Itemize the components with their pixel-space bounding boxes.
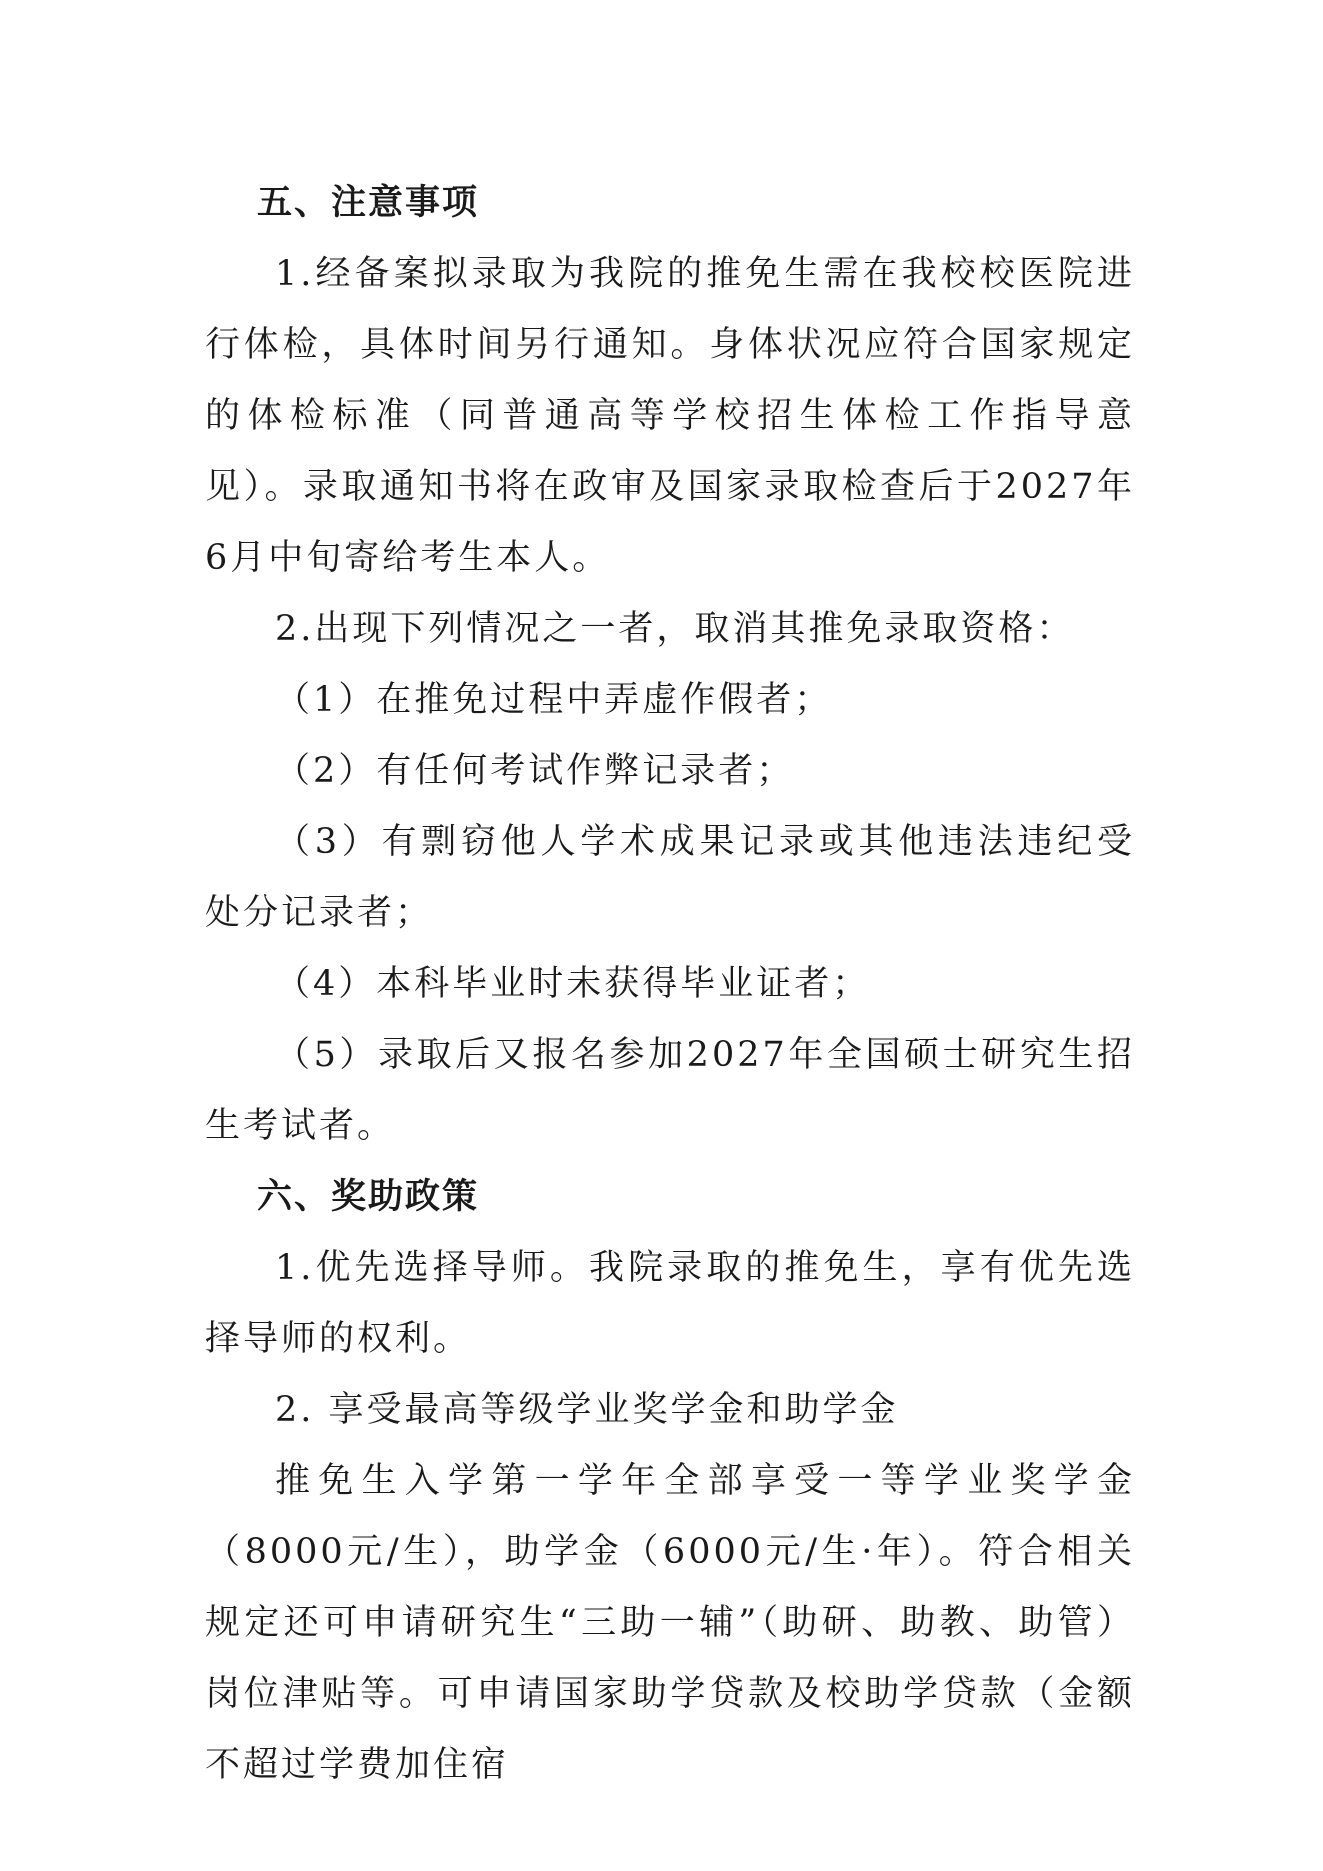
list-item-exam-registration: （5）录取后又报名参加2027年全国硕士研究生招生考试者。 bbox=[205, 1035, 1135, 1146]
paragraph-scholarship-details: 推免生入学第一学年全部享受一等学业奖学金（8000元/生），助学金（6000元/生·年）。符合相关规定还可申请研究生“三助一辅”（助研、助教、助管）岗位津贴等。可申请国家助学贷款及校助学贷款（金额不超过学费加住宿 bbox=[205, 1461, 1135, 1785]
document-page bbox=[205, 168, 1135, 1801]
list-item-fraud: （1）在推免过程中弄虚作假者； bbox=[275, 680, 833, 720]
paragraph-scholarship-title: 2. 享受最高等级学业奖学金和助学金 bbox=[275, 1390, 899, 1430]
list-item-cheating: （2）有任何考试作弊记录者； bbox=[275, 751, 795, 791]
section-heading-notes: 五、注意事项 bbox=[257, 183, 480, 223]
list-item-no-diploma: （4）本科毕业时未获得毕业证者； bbox=[275, 964, 871, 1004]
list-item-plagiarism: （3）有剽窃他人学术成果记录或其他违法违纪受处分记录者； bbox=[205, 822, 1135, 933]
section-heading-scholarship: 六、奖助政策 bbox=[257, 1177, 480, 1217]
paragraph-advisor-priority: 1.优先选择导师。我院录取的推免生，享有优先选择导师的权利。 bbox=[205, 1248, 1135, 1359]
paragraph-disqualification-intro: 2.出现下列情况之一者，取消其推免录取资格： bbox=[275, 609, 1075, 649]
paragraph-physical-exam: 1.经备案拟录取为我院的推免生需在我校校医院进行体检，具体时间另行通知。身体状况应符合国家规定的体检标准（同普通高等学校招生体检工作指导意见）。录取通知书将在政审及国家录取检查后于2027年6月中旬寄给考生本人。 bbox=[205, 254, 1135, 578]
